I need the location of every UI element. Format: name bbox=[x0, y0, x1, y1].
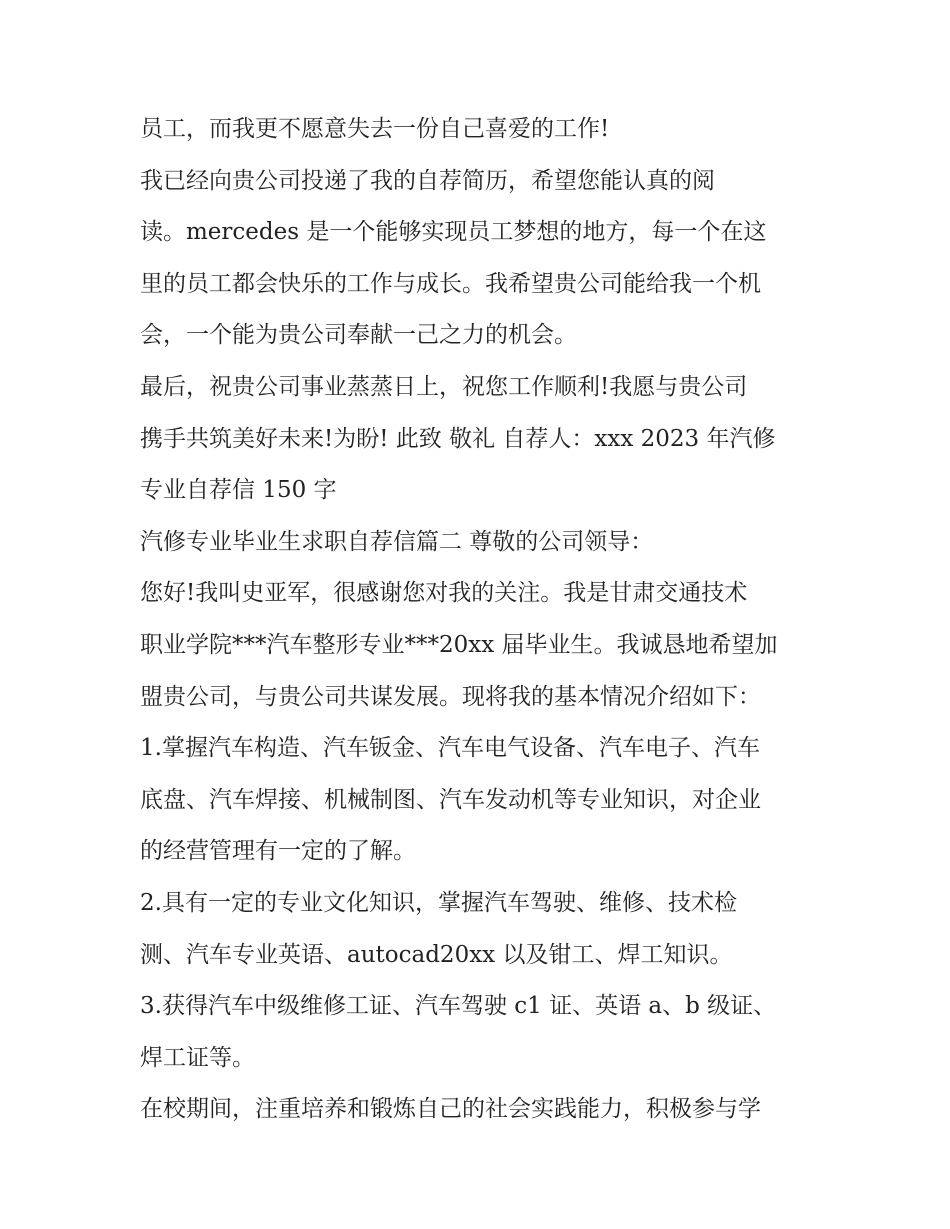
text-line: 我已经向贵公司投递了我的自荐简历，希望您能认真的阅 bbox=[140, 167, 715, 194]
text-line: 职业学院***汽车整形专业***20xx 届毕业生。我诚恳地希望加 bbox=[140, 631, 778, 658]
section-heading: 汽修专业毕业生求职自荐信篇二 尊敬的公司领导： bbox=[140, 528, 654, 555]
body-text bbox=[140, 104, 820, 1136]
list-item: 3.获得汽车中级维修工证、汽车驾驶 c1 证、英语 a、b 级证、 bbox=[140, 993, 777, 1020]
list-item: 1.掌握汽车构造、汽车钣金、汽车电气设备、汽车电子、汽车 bbox=[140, 735, 760, 762]
text-line: 盟贵公司，与贵公司共谋发展。现将我的基本情况介绍如下： bbox=[140, 683, 761, 710]
text-line: 员工，而我更不愿意失去一份自己喜爱的工作! bbox=[140, 116, 610, 142]
list-item: 2.具有一定的专业文化知识，掌握汽车驾驶、维修、技术检 bbox=[140, 889, 737, 916]
text-line: 里的员工都会快乐的工作与成长。我希望贵公司能给我一个机 bbox=[140, 270, 761, 297]
text-line: 测、汽车专业英语、autocad20xx 以及钳工、焊工知识。 bbox=[140, 941, 733, 968]
text-line: 会，一个能为贵公司奉献一己之力的机会。 bbox=[140, 322, 577, 349]
text-line: 的经营管理有一定的了解。 bbox=[140, 838, 416, 865]
text-line: 携手共筑美好未来!为盼! 此致 敬礼 自荐人：xxx 2023 年汽修 bbox=[140, 425, 776, 452]
text-line: 专业自荐信 150 字 bbox=[140, 477, 337, 504]
text-line: 最后，祝贵公司事业蒸蒸日上，祝您工作顺利!我愿与贵公司 bbox=[140, 373, 748, 400]
text-line: 您好!我叫史亚军，很感谢您对我的关注。我是甘肃交通技术 bbox=[140, 580, 748, 607]
text-line: 在校期间，注重培养和锻炼自己的社会实践能力，积极参与学 bbox=[140, 1096, 761, 1123]
text-line: 读。mercedes 是一个能够实现员工梦想的地方，每一个在这 bbox=[140, 219, 767, 246]
text-line: 焊工证等。 bbox=[140, 1044, 255, 1071]
text-line: 底盘、汽车焊接、机械制图、汽车发动机等专业知识，对企业 bbox=[140, 786, 761, 813]
